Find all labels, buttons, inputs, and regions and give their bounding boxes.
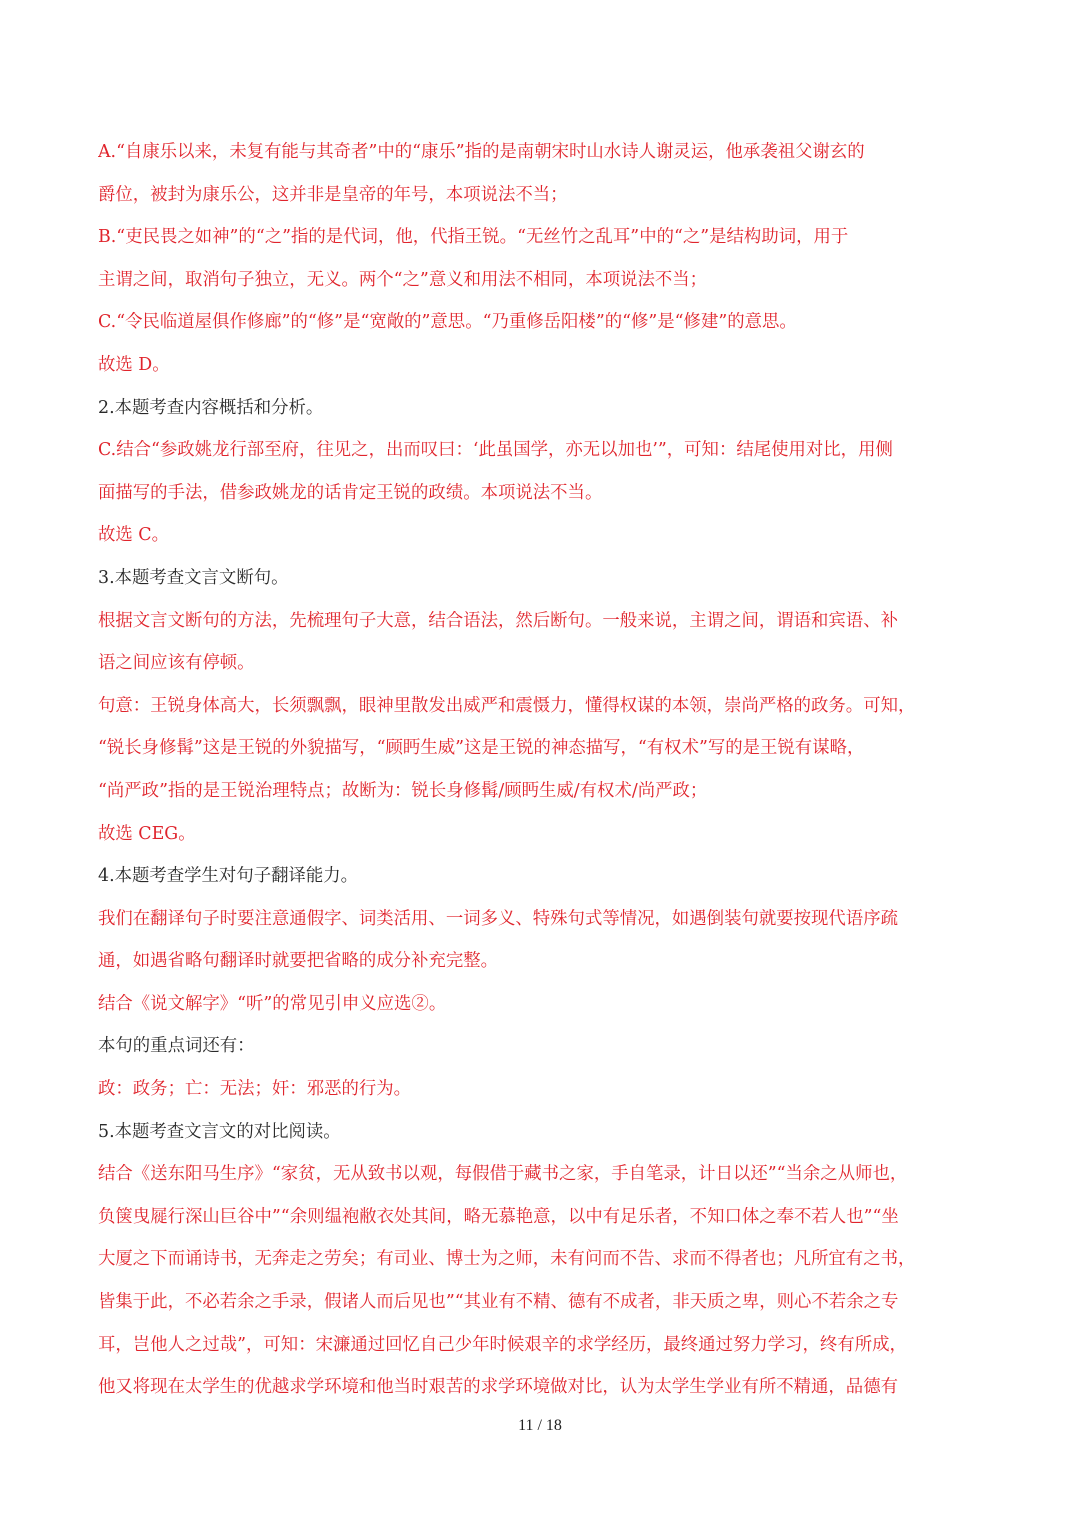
- explanation-text-line: 负箧曳屣行深山巨谷中”“余则缊袍敝衣处其间，略无慕艳意，以中有足乐者，不知口体之奉不若人也”“坐: [98, 1206, 899, 1227]
- explanation-text-line: 他又将现在太学生的优越求学环境和他当时艰苦的求学环境做对比，认为太学生学业有所不精通，品德有: [98, 1377, 898, 1398]
- explanation-text-line: A.“自康乐以来，未复有能与其奇者”中的“康乐”指的是南朝宋时山水诗人谢灵运，他承袭祖父谢玄的: [98, 142, 865, 162]
- explanation-text-line: 根据文言文断句的方法，先梳理句子大意，结合语法，然后断句。一般来说，主谓之间，谓语和宾语、补: [98, 610, 898, 631]
- explanation-text-line: 皆集于此，不必若余之手录，假诸人而后见也”“其业有不精、德有不成者，非天质之卑，则心不若余之专: [98, 1292, 899, 1313]
- explanation-text-line: “尚严政”指的是王锐治理特点；故断为：锐长身修髯/顾眄生威/有权术/尚严政；: [98, 780, 708, 801]
- explanation-text-line: 大厦之下而诵诗书，无奔走之劳矣；有司业、博士为之师，未有问而不告、求而不得者也；凡所宜有之书，: [98, 1249, 916, 1270]
- explanation-text-line: 我们在翻译句子时要注意通假字、词类活用、一词多义、特殊句式等情况，如遇倒装句就要按现代语序疏: [98, 908, 898, 929]
- explanation-text-line: 句意：王锐身体高大，长须飘飘，眼神里散发出威严和震慑力，懂得权谋的本领，崇尚严格的政务。可知，: [98, 695, 916, 716]
- page-number: 11 / 18: [518, 1417, 562, 1434]
- section-heading-line: 本句的重点词还有：: [98, 1036, 255, 1057]
- explanation-text-line: 通，如遇省略句翻译时就要把省略的成分补充完整。: [98, 951, 498, 972]
- answer-explanation-body: [98, 131, 988, 1409]
- explanation-text-line: 耳，岂他人之过哉”，可知：宋濂通过回忆自己少年时候艰辛的求学经历，最终通过努力学习，终有所成，: [98, 1334, 907, 1355]
- explanation-text-line: 主谓之间，取消句子独立，无义。两个“之”意义和用法不相同，本项说法不当；: [98, 269, 708, 290]
- explanation-text-line: “锐长身修髯”这是王锐的外貌描写，“顾眄生威”这是王锐的神态描写，“有权术”写的是王锐有谋略，: [98, 738, 865, 759]
- explanation-text-line: B.“吏民畏之如神”的“之”指的是代词，他，代指王锐。“无丝竹之乱耳”中的“之”是结构助词，用于: [98, 227, 849, 248]
- explanation-text-line: 故选 CEG。: [98, 823, 196, 844]
- explanation-text-line: C.结合“参政姚龙行部至府，往见之，出而叹曰：‘此虽国学，亦无以加也’”，可知：结尾使用对比，用侧: [98, 440, 893, 461]
- explanation-text-line: 语之间应该有停顿。: [98, 653, 255, 674]
- section-heading-line: 4.本题考查学生对句子翻译能力。: [98, 866, 359, 887]
- section-heading-line: 3.本题考查文言文断句。: [98, 567, 289, 588]
- section-heading-line: 2.本题考查内容概括和分析。: [98, 397, 324, 418]
- section-heading-line: 5.本题考查文言文的对比阅读。: [98, 1121, 341, 1142]
- explanation-text-line: 爵位，被封为康乐公，这并非是皇帝的年号，本项说法不当；: [98, 184, 568, 205]
- explanation-text-line: 故选 C。: [98, 525, 170, 546]
- explanation-text-line: 故选 D。: [98, 354, 170, 375]
- explanation-text-line: 面描写的手法，借参政姚龙的话肯定王锐的政绩。本项说法不当。: [98, 482, 603, 503]
- explanation-text-line: 政：政务；亡：无法；奸：邪恶的行为。: [98, 1079, 412, 1100]
- explanation-text-line: C.“令民临道屋俱作修廊”的“修”是“宽敞的”意思。“乃重修岳阳楼”的“修”是“修建”的意思。: [98, 312, 797, 333]
- explanation-text-line: 结合《说文解字》“听”的常见引申义应选②。: [98, 993, 447, 1014]
- explanation-text-line: 结合《送东阳马生序》“家贫，无从致书以观，每假借于藏书之家，手自笔录，计日以还”“当余之从师也，: [98, 1164, 908, 1185]
